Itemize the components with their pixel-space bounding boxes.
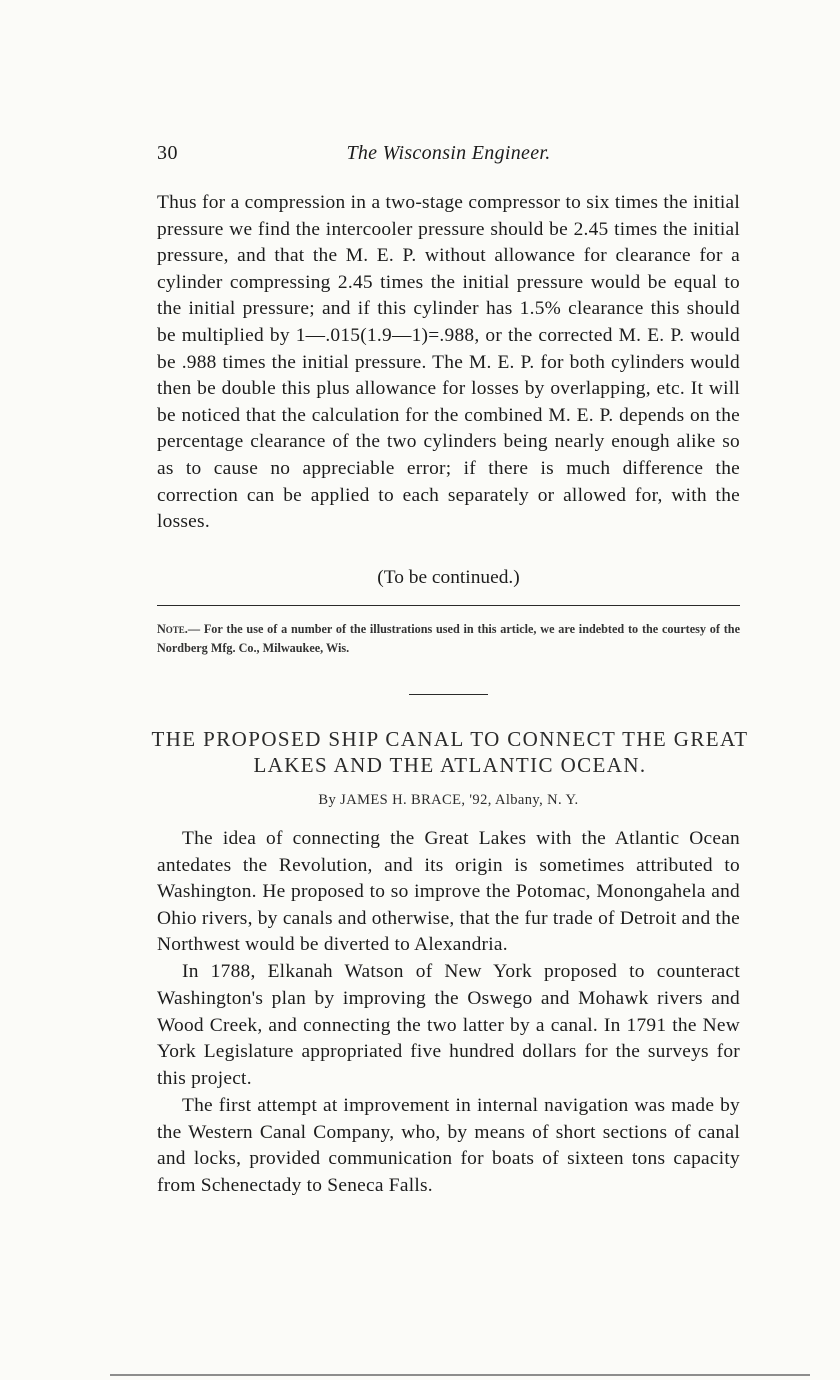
scan-edge-line — [110, 1374, 810, 1376]
article-paragraph: The idea of connecting the Great Lakes with the Atlantic Ocean antedates the Revolution, and its origin is sometimes attributed to Washington. He proposed to so improve the Potomac, Monongahela and Ohio rivers, by canals and otherwise, that the fur trade of Detroit and the Northwest would be diverted to Alexandria. — [157, 828, 740, 956]
note-divider — [157, 605, 740, 606]
article-paragraph: The first attempt at improvement in internal navigation was made by the Western Canal Company, who, by means of short sections of canal and locks, provided communication for boats of sixteen tons capacity from Schenectady to Seneca Falls. — [157, 1094, 740, 1196]
article-title: THE PROPOSED SHIP CANAL TO CONNECT THE GREAT LAKES AND THE ATLANTIC OCEAN. — [151, 727, 749, 777]
page-number: 30 — [157, 142, 178, 164]
running-title: The Wisconsin Engineer. — [346, 142, 551, 164]
continued-paragraph: Thus for a compression in a two-stage compressor to six times the initial pressure we find the intercooler pressure should be 2.45 times the initial pressure, and that the M. E. P. without allowance for clearance for a cylinder compressing 2.45 times the initial pressure would be equal to the initial pressure; and if this cylinder has 1.5% clearance this should be multiplied by 1—.015(1.9—1)=.988, or the corrected M. E. P. would be .988 times the initial pressure. The M. E. P. for both cylinders would then be double this plus allowance for losses by overlapping, etc. It will be noticed that the calculation for the combined M. E. P. depends on the percentage clearance of the two cylinders being nearly enough alike so as to cause no appreciable error; if there is much difference the correction can be applied to each separately or allowed for, with the losses. — [157, 192, 740, 533]
article-separator — [409, 694, 488, 695]
article-paragraph: In 1788, Elkanah Watson of New York proposed to counteract Washington's plan by improving the Oswego and Mohawk rivers and Wood Creek, and connecting the two latter by a canal. In 1791 the New York Legislature appropriated five hundred dollars for the surveys for this project. — [157, 961, 740, 1089]
footnote — [157, 620, 740, 658]
continued-text-block — [157, 190, 740, 536]
footnote-label: Note. — [157, 622, 188, 636]
article-byline: By JAMES H. BRACE, '92, Albany, N. Y. — [318, 792, 579, 808]
article-body — [157, 826, 740, 1200]
to-be-continued-label: (To be continued.) — [377, 567, 520, 588]
footnote-text: — For the use of a number of the illustrations used in this article, we are indebted to the courtesy of the Nordberg Mfg. Co., Milwaukee, Wis. — [157, 622, 740, 655]
page-header — [157, 142, 740, 168]
